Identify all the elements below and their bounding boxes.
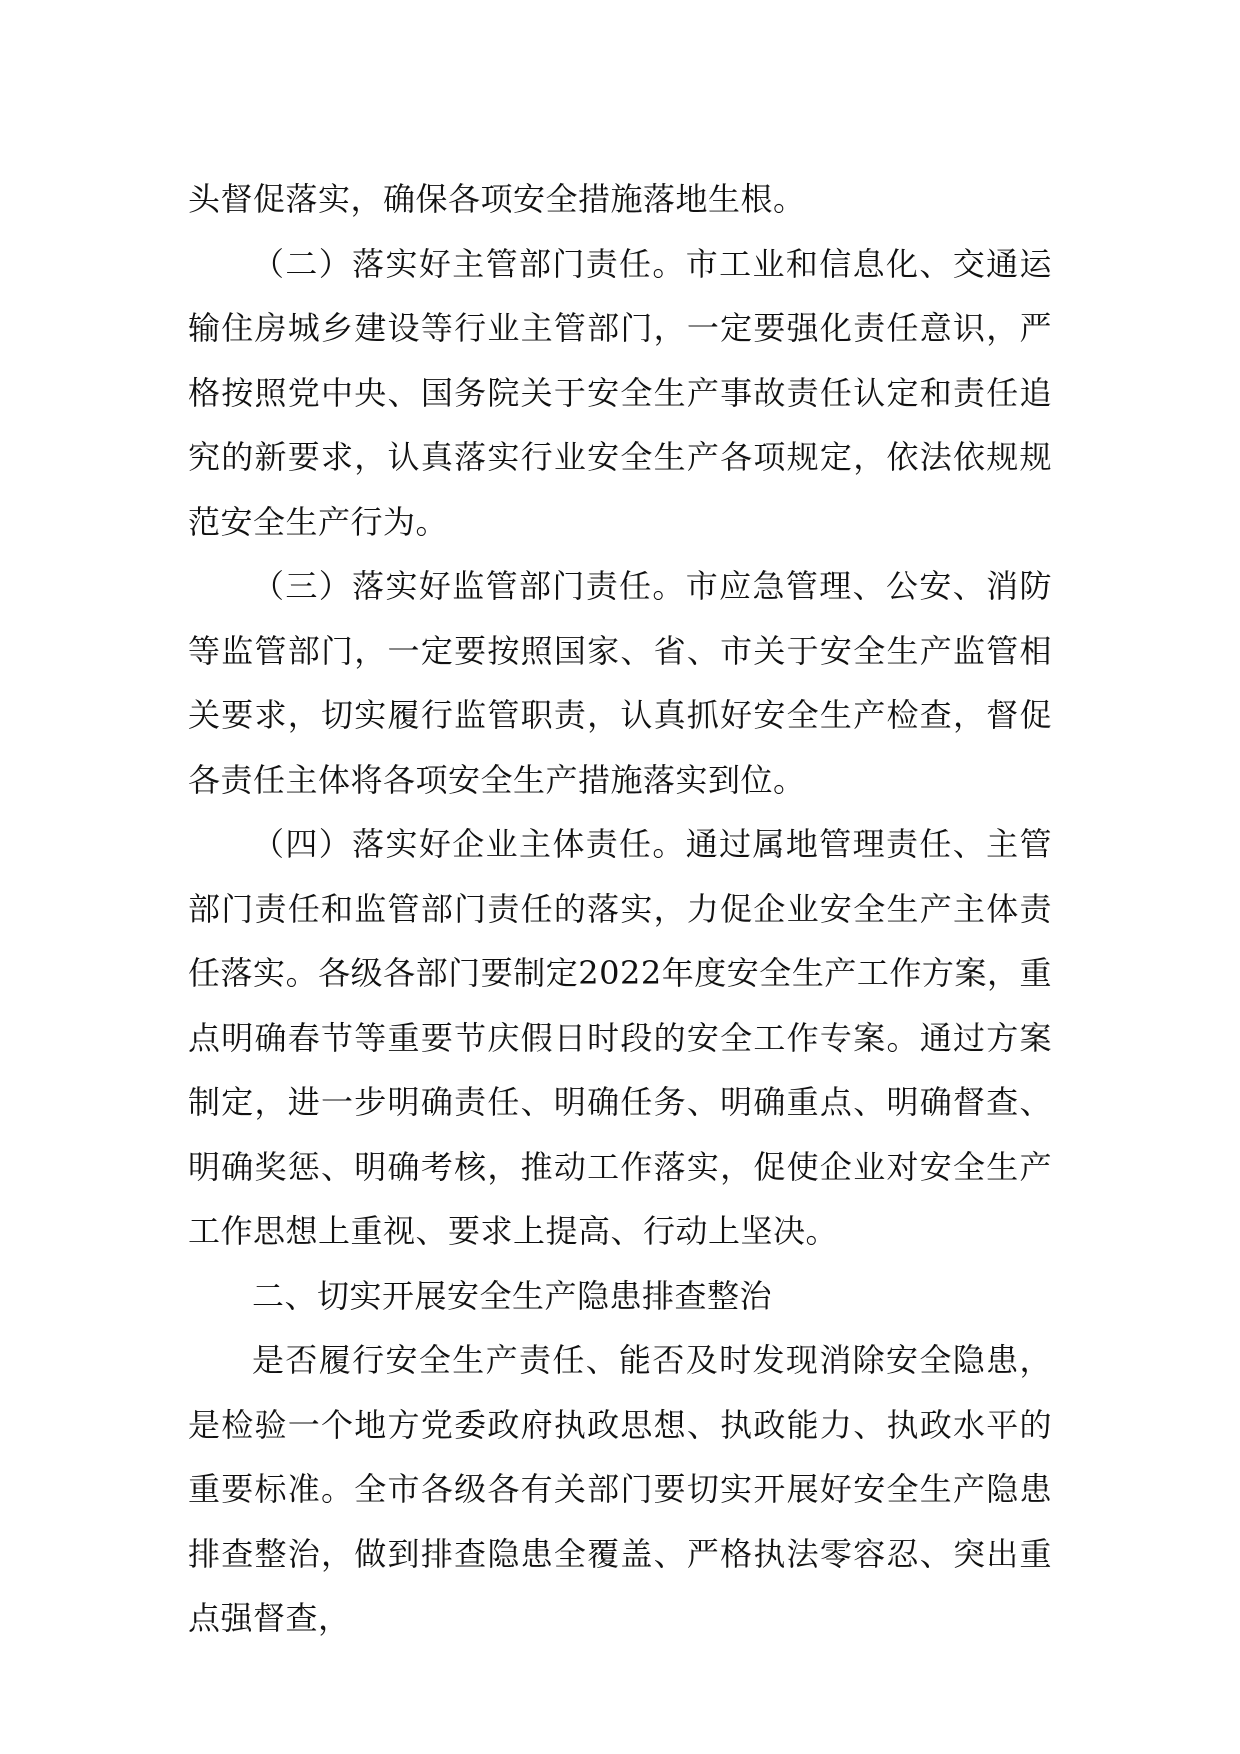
paragraph-continuation: 头督促落实，确保各项安全措施落地生根。 — [188, 180, 806, 218]
paragraph-section-4: （四）落实好企业主体责任。通过属地管理责任、主管部门责任和监管部门责任的落实，力促企业安全生产主体责任落实。各级各部门要制定2022年度安全生产工作方案，重点明确春节等重要节庆假日时段的安全工作专案。通过方案制定，进一步明确责任、明确任务、明确重点、明确督查、明确奖惩、明确考核，推动工作落实，促使企业对安全生产工作思想上重视、要求上提高、行动上坚决。 — [188, 825, 1052, 1250]
paragraph-section-3: （三）落实好监管部门责任。市应急管理、公安、消防等监管部门，一定要按照国家、省、市关于安全生产监管相关要求，切实履行监管职责，认真抓好安全生产检查，督促各责任主体将各项安全生产措施落实到位。 — [188, 567, 1052, 799]
paragraph-section-2: （二）落实好主管部门责任。市工业和信息化、交通运输住房城乡建设等行业主管部门，一定要强化责任意识，严格按照党中央、国务院关于安全生产事故责任认定和责任追究的新要求，认真落实行业安全生产各项规定，依法依规规范安全生产行为。 — [188, 244, 1052, 541]
paragraph-hazard-inspection: 是否履行安全生产责任、能否及时发现消除安全隐患，是检验一个地方党委政府执政思想、执政能力、执政水平的重要标准。全市各级各有关部门要切实开展好安全生产隐患排查整治，做到排查隐患全覆盖、严格执法零容忍、突出重点强督查， — [188, 1341, 1052, 1637]
section-heading: 二、切实开展安全生产隐患排查整治 — [252, 1276, 773, 1315]
document-body — [188, 167, 1052, 1651]
